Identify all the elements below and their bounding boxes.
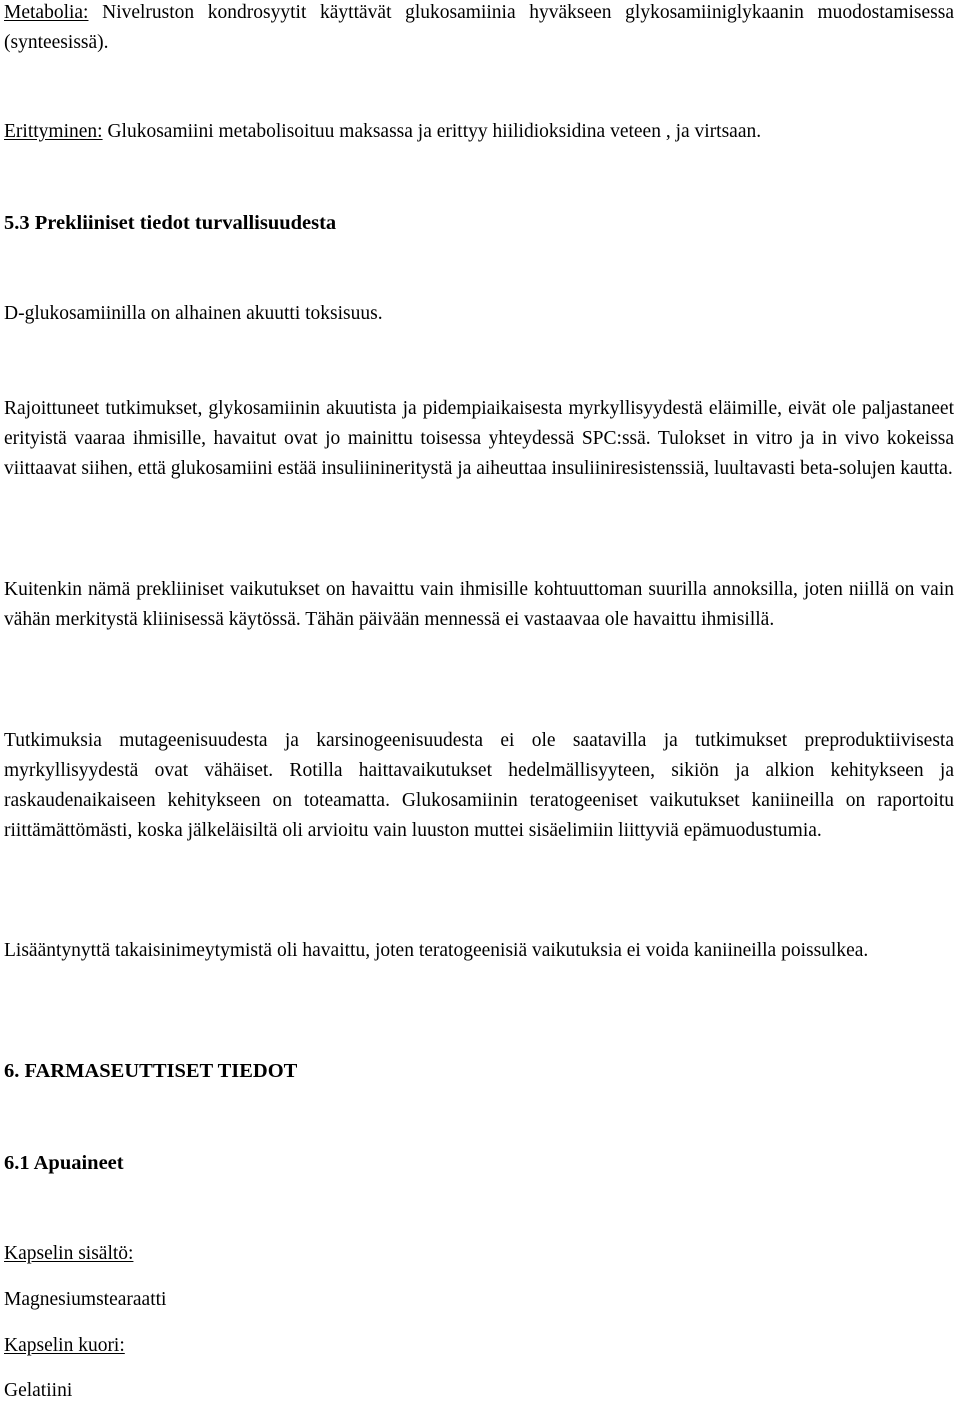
erittyminen-paragraph [4,117,954,147]
metabolia-text: Nivelruston kondrosyytit käyttävät glukosamiinia hyväkseen glykosamiiniglykaanin muodostamisessa (synteesissä). [4,2,954,53]
section-5-3-paragraph-3: Kuitenkin nämä prekliiniset vaikutukset on havaittu vain ihmisille kohtuuttoman suurilla annoksilla, joten niillä on vain vähän merkitystä kliinisessä käytössä. Tähän päivään mennessä ei vastaavaa ole havaittu ihmisillä. [4,579,954,630]
metabolia-paragraph [4,0,954,58]
metabolia-label: Metabolia: [4,2,89,23]
section-6-heading: 6. FARMASEUTTISET TIEDOT [4,1060,298,1082]
erittyminen-label: Erittyminen: [4,121,103,142]
erittyminen-text: Glukosamiini metabolisoituu maksassa ja erittyy hiilidioksidina veteen , ja virtsaan. [102,121,762,142]
capsule-content-value: Magnesiumstearaatti [4,1289,167,1310]
capsule-content-label: Kapselin sisältö: [4,1243,134,1264]
section-5-3-heading: 5.3 Prekliiniset tiedot turvallisuudesta [4,212,337,234]
section-5-3-paragraph-2: Rajoittuneet tutkimukset, glykosamiinin akuutista ja pidempiaikaisesta myrkyllisyydestä eläimille, eivät ole paljastaneet erityistä vaaraa ihmisille, havaitut ovat jo mainittu toisessa yhteydessä SPC:ssä. Tulokset in vitro ja in vivo kokeissa viittaavat siihen, että glukosamiini estää insuliinineritystä ja aiheuttaa insuliiniresistenssiä, luultavasti beta-solujen kautta. [4,398,954,479]
section-5-3-paragraph-1: D-glukosamiinilla on alhainen akuutti toksisuus. [4,303,383,324]
capsule-shell-label: Kapselin kuori: [4,1335,125,1356]
capsule-shell-value: Gelatiini [4,1380,73,1401]
section-5-3-paragraph-4: Tutkimuksia mutageenisuudesta ja karsinogeenisuudesta ei ole saatavilla ja tutkimukset preproduktiivisesta myrkyllisyydestä ovat vähäiset. Rotilla haittavaikutukset hedelmällisyyteen, sikiön ja alkion kehitykseen ja raskaudenaikaiseen kehitykseen on toteamatta. Glukosamiinin teratogeeniset vaikutukset kaniineilla on raportoitu riittämättömästi, koska jälkeläisiltä oli arvioitu vain luuston muttei sisäelimiin liittyviä epämuodustumia. [4,730,954,841]
section-6-1-heading: 6.1 Apuaineet [4,1152,124,1174]
section-5-3-paragraph-5: Lisääntynyttä takaisinimeytymistä oli havaittu, joten teratogeenisiä vaikutuksia ei voida kaniineilla poissulkea. [4,940,869,961]
